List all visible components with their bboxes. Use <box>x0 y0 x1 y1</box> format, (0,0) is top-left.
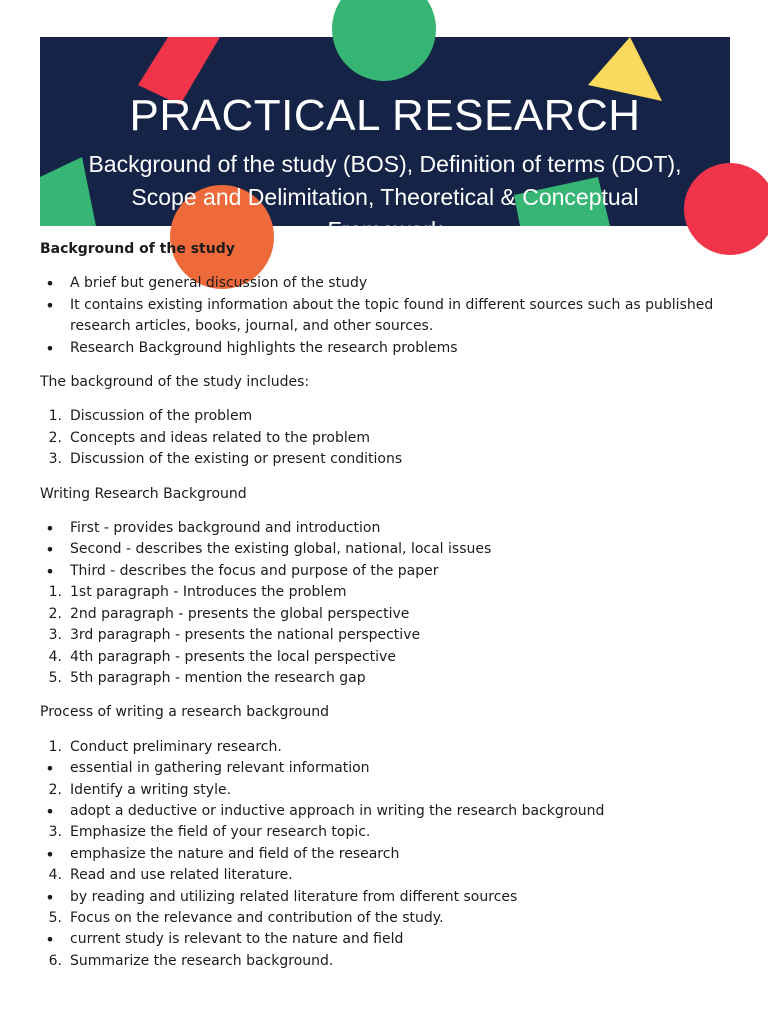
numbered-list <box>40 406 740 470</box>
list-number: 4. <box>48 867 62 884</box>
list-item-text: 5th paragraph - mention the research gap <box>70 669 366 686</box>
mixed-list <box>40 737 740 972</box>
list-item-text: Conduct preliminary research. <box>70 738 282 755</box>
list-item <box>40 561 740 582</box>
list-item-text: Concepts and ideas related to the problem <box>70 429 370 446</box>
list-item <box>40 449 740 470</box>
list-item <box>40 604 740 625</box>
list-number: 2. <box>48 429 62 446</box>
bullet-list <box>40 273 740 359</box>
list-item <box>40 780 740 801</box>
list-item <box>40 295 740 338</box>
document-title: PRACTICAL RESEARCH <box>129 91 641 140</box>
list-item <box>40 929 740 950</box>
list-item <box>40 582 740 603</box>
list-item <box>40 951 740 972</box>
list-item <box>40 338 740 359</box>
green-semicircle-shape <box>332 0 436 81</box>
list-number: 5. <box>48 909 62 926</box>
list-number: 2. <box>48 605 62 622</box>
list-item-text: by reading and utilizing related literature from different sources <box>70 888 518 905</box>
list-item <box>40 844 740 865</box>
bullet-icon: • <box>45 295 55 315</box>
subtitle-line: Framework <box>327 217 443 243</box>
list-item-text: current study is relevant to the nature and field <box>70 931 404 948</box>
list-item-text: 2nd paragraph - presents the global perspective <box>70 605 410 622</box>
list-item <box>40 428 740 449</box>
list-item-text: It contains existing information about the topic found in different sources such as published research articles, books, journal, and other sources. <box>70 296 714 335</box>
list-item-text: Discussion of the existing or present conditions <box>70 451 403 468</box>
list-item <box>40 758 740 779</box>
bullet-icon: • <box>45 759 55 779</box>
list-number: 1. <box>48 738 62 755</box>
bullet-icon: • <box>45 887 55 907</box>
list-item-text: Emphasize the field of your research topic. <box>70 824 371 841</box>
bullet-icon: • <box>45 844 55 864</box>
bullet-icon: • <box>45 338 55 358</box>
list-item <box>40 801 740 822</box>
subtitle-line: Scope and Delimitation, Theoretical & Conceptual <box>131 184 639 210</box>
title-banner <box>40 37 730 243</box>
list-item-text: Identify a writing style. <box>70 781 232 798</box>
list-item <box>40 539 740 560</box>
list-item <box>40 737 740 758</box>
list-item-text: emphasize the nature and field of the research <box>70 845 400 862</box>
bullet-icon: • <box>45 561 55 581</box>
bullet-icon: • <box>45 930 55 950</box>
section-intro: Process of writing a research background <box>40 704 330 721</box>
document-body <box>40 239 740 985</box>
list-number: 3. <box>48 824 62 841</box>
subtitle-line: Background of the study (BOS), Definition of terms (DOT), <box>88 151 682 177</box>
list-item <box>40 518 740 539</box>
list-item-text: Summarize the research background. <box>70 952 334 969</box>
list-number: 4. <box>48 648 62 665</box>
list-number: 1. <box>48 408 62 425</box>
list-item <box>40 406 740 427</box>
bullet-icon: • <box>45 274 55 294</box>
list-item-text: Read and use related literature. <box>70 867 293 884</box>
document-subtitle <box>40 148 730 247</box>
list-item <box>40 865 740 886</box>
list-item-text: Third - describes the focus and purpose of the paper <box>70 562 439 579</box>
section-heading: Background of the study <box>40 241 235 257</box>
list-item-text: Second - describes the existing global, national, local issues <box>70 541 492 558</box>
list-item-text: 4th paragraph - presents the local perspective <box>70 648 396 665</box>
mixed-list <box>40 518 740 689</box>
bullet-icon: • <box>45 540 55 560</box>
section-intro: Writing Research Background <box>40 485 247 502</box>
bullet-icon: • <box>45 801 55 821</box>
list-item <box>40 822 740 843</box>
list-number: 3. <box>48 627 62 644</box>
list-item <box>40 668 740 689</box>
list-item-text: adopt a deductive or inductive approach in writing the research background <box>70 802 605 819</box>
list-item-text: A brief but general discussion of the study <box>70 275 368 292</box>
list-number: 6. <box>48 952 62 969</box>
list-item <box>40 273 740 294</box>
list-item-text: 1st paragraph - Introduces the problem <box>70 584 347 601</box>
bullet-icon: • <box>45 519 55 539</box>
list-number: 5. <box>48 669 62 686</box>
list-number: 1. <box>48 584 62 601</box>
list-number: 3. <box>48 451 62 468</box>
list-item-text: 3rd paragraph - presents the national perspective <box>70 627 421 644</box>
list-number: 2. <box>48 781 62 798</box>
list-item <box>40 647 740 668</box>
list-item-text: Research Background highlights the research problems <box>70 339 458 356</box>
list-item-text: First - provides background and introduction <box>70 520 381 537</box>
section-intro: The background of the study includes: <box>40 374 310 391</box>
list-item <box>40 908 740 929</box>
list-item-text: essential in gathering relevant information <box>70 760 370 777</box>
list-item <box>40 625 740 646</box>
list-item-text: Discussion of the problem <box>70 408 253 425</box>
list-item-text: Focus on the relevance and contribution of the study. <box>70 909 444 926</box>
list-item <box>40 887 740 908</box>
